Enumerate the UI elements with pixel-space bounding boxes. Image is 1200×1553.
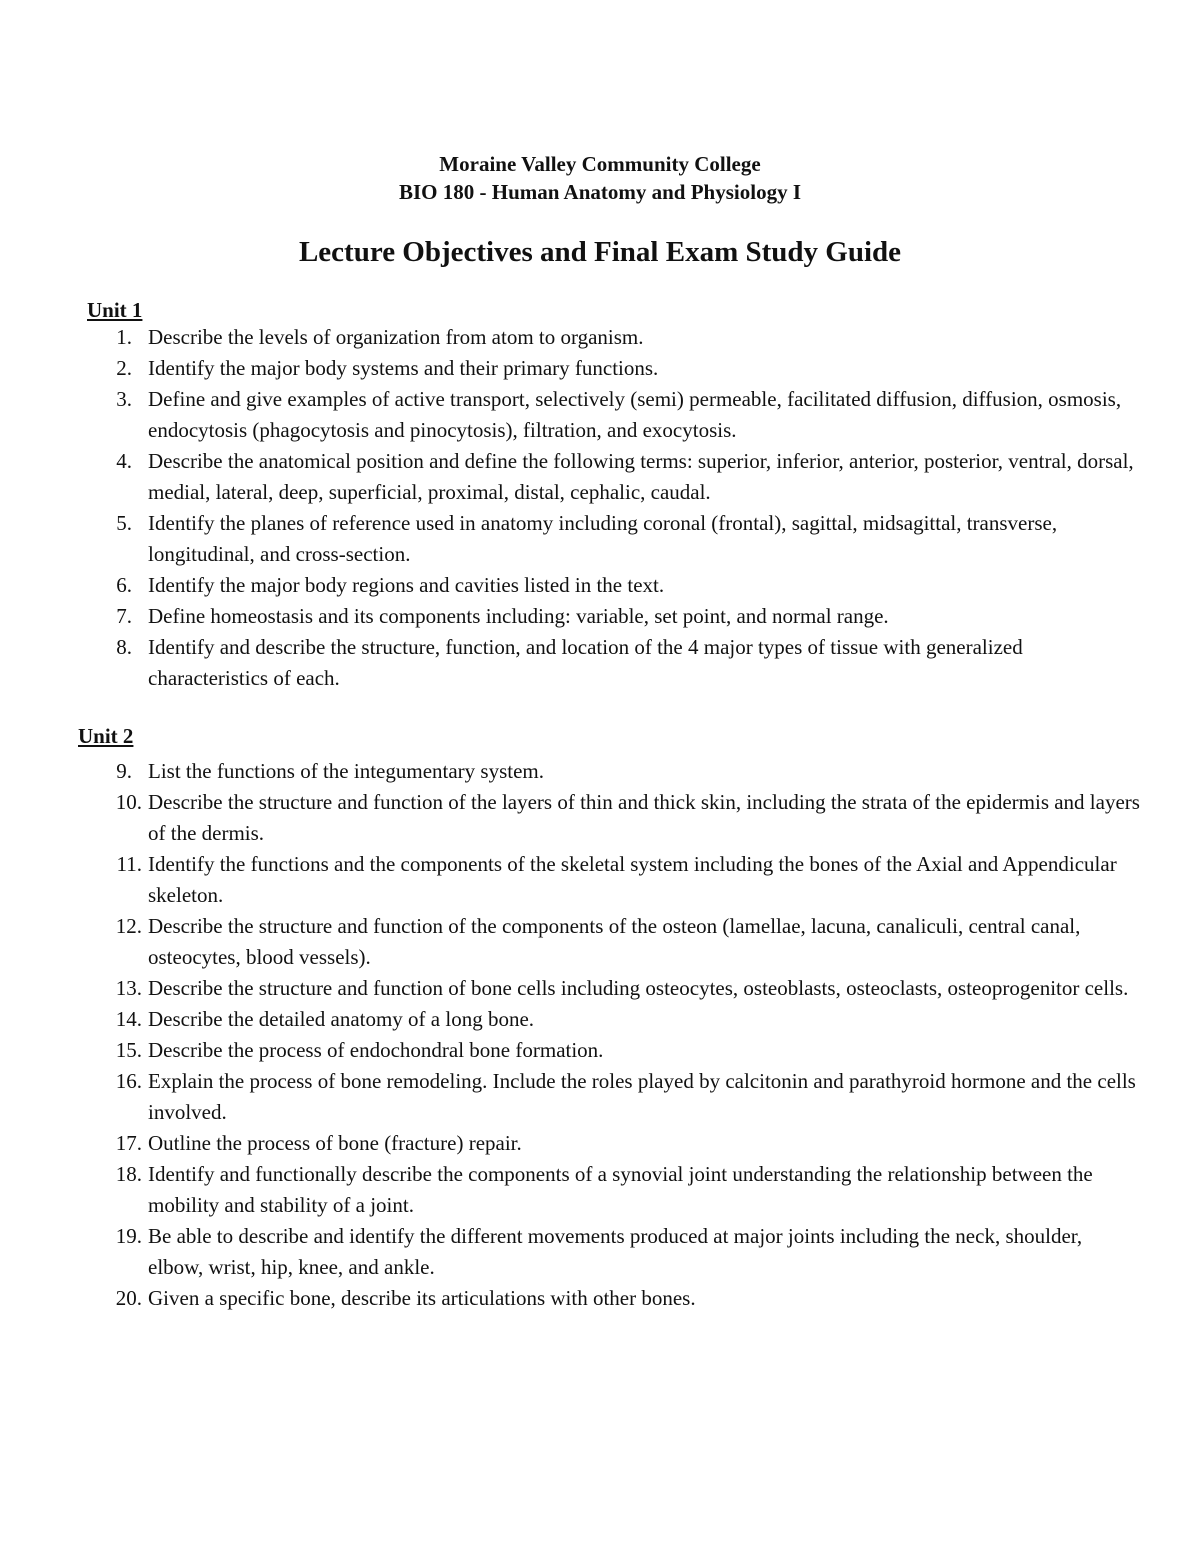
item-text: Describe the structure and function of the components of the osteon (lamellae, lacuna, canaliculi, central canal, osteocytes, blood vessels). <box>148 914 1081 969</box>
unit-2-heading: Unit 2 <box>78 724 134 748</box>
item-text: Describe the structure and function of the layers of thin and thick skin, including the strata of the epidermis and layers of the dermis. <box>148 790 1140 845</box>
item-number: 1. <box>116 325 132 349</box>
list-item <box>0 1035 1140 1066</box>
list-item <box>0 446 1140 508</box>
list-item <box>0 1004 1140 1035</box>
document-header <box>0 150 1200 206</box>
item-number: 6. <box>116 573 132 597</box>
list-item <box>0 353 1140 384</box>
list-item <box>0 973 1140 1004</box>
item-text: Define and give examples of active transport, selectively (semi) permeable, facilitated diffusion, diffusion, osmosis, endocytosis (phagocytosis and pinocytosis), filtration, and exocytosis. <box>148 387 1122 442</box>
item-text: Describe the detailed anatomy of a long bone. <box>148 1007 535 1031</box>
list-item <box>0 1159 1140 1221</box>
list-item <box>0 1066 1140 1128</box>
list-item <box>0 601 1140 632</box>
document-title: Lecture Objectives and Final Exam Study Guide <box>298 236 902 268</box>
list-item <box>0 508 1140 570</box>
item-text: Describe the process of endochondral bone formation. <box>148 1038 604 1062</box>
item-number: 18. <box>115 1162 142 1186</box>
item-number: 9. <box>116 759 132 783</box>
course-name: BIO 180 - Human Anatomy and Physiology I <box>399 180 801 204</box>
item-text: Identify and describe the structure, function, and location of the 4 major types of tissue with generalized characteristics of each. <box>148 635 1023 690</box>
item-text: Identify the major body regions and cavities listed in the text. <box>148 573 665 597</box>
list-item <box>0 632 1140 694</box>
item-text: List the functions of the integumentary system. <box>148 759 545 783</box>
unit-2-list <box>0 756 1200 1314</box>
item-text: Given a specific bone, describe its articulations with other bones. <box>148 1286 696 1310</box>
item-text: Define homeostasis and its components including: variable, set point, and normal range. <box>148 604 889 628</box>
item-number: 4. <box>116 449 132 473</box>
item-number: 20. <box>115 1286 142 1310</box>
item-text: Describe the anatomical position and define the following terms: superior, inferior, anterior, posterior, ventral, dorsal, medial, lateral, deep, superficial, proximal, distal, cephalic, caudal. <box>148 449 1134 504</box>
item-number: 14. <box>115 1007 142 1031</box>
list-item <box>0 322 1140 353</box>
item-number: 17. <box>115 1131 142 1155</box>
item-number: 12. <box>115 914 142 938</box>
item-text: Outline the process of bone (fracture) repair. <box>148 1131 522 1155</box>
list-item <box>0 1283 1140 1314</box>
item-number: 3. <box>116 387 132 411</box>
list-item <box>0 1221 1140 1283</box>
item-number: 16. <box>115 1069 142 1093</box>
list-item <box>0 787 1140 849</box>
unit-1-heading: Unit 1 <box>87 298 143 322</box>
item-number: 19. <box>115 1224 142 1248</box>
item-text: Describe the structure and function of bone cells including osteocytes, osteoblasts, osteoclasts, osteoprogenitor cells. <box>148 976 1129 1000</box>
list-item <box>0 911 1140 973</box>
list-item <box>0 570 1140 601</box>
list-item <box>0 384 1140 446</box>
item-number: 10. <box>115 790 142 814</box>
item-number: 8. <box>116 635 132 659</box>
item-text: Identify the major body systems and their primary functions. <box>148 356 659 380</box>
item-text: Identify the functions and the components of the skeletal system including the bones of the Axial and Appendicular skeleton. <box>148 852 1117 907</box>
list-item <box>0 756 1140 787</box>
list-item <box>0 849 1140 911</box>
item-number: 11. <box>116 852 142 876</box>
item-text: Describe the levels of organization from atom to organism. <box>148 325 644 349</box>
item-number: 2. <box>116 356 132 380</box>
item-text: Identify the planes of reference used in anatomy including coronal (frontal), sagittal, midsagittal, transverse, longitudinal, and cross-section. <box>148 511 1058 566</box>
item-number: 5. <box>116 511 132 535</box>
item-text: Identify and functionally describe the components of a synovial joint understanding the relationship between the mobility and stability of a joint. <box>148 1162 1093 1217</box>
item-number: 7. <box>116 604 132 628</box>
unit-1-list <box>0 322 1200 694</box>
list-item <box>0 1128 1140 1159</box>
college-name: Moraine Valley Community College <box>439 152 761 176</box>
item-text: Be able to describe and identify the different movements produced at major joints including the neck, shoulder, elbow, wrist, hip, knee, and ankle. <box>148 1224 1083 1279</box>
item-number: 15. <box>115 1038 142 1062</box>
item-text: Explain the process of bone remodeling. Include the roles played by calcitonin and parathyroid hormone and the cells involved. <box>148 1069 1136 1124</box>
item-number: 13. <box>115 976 142 1000</box>
